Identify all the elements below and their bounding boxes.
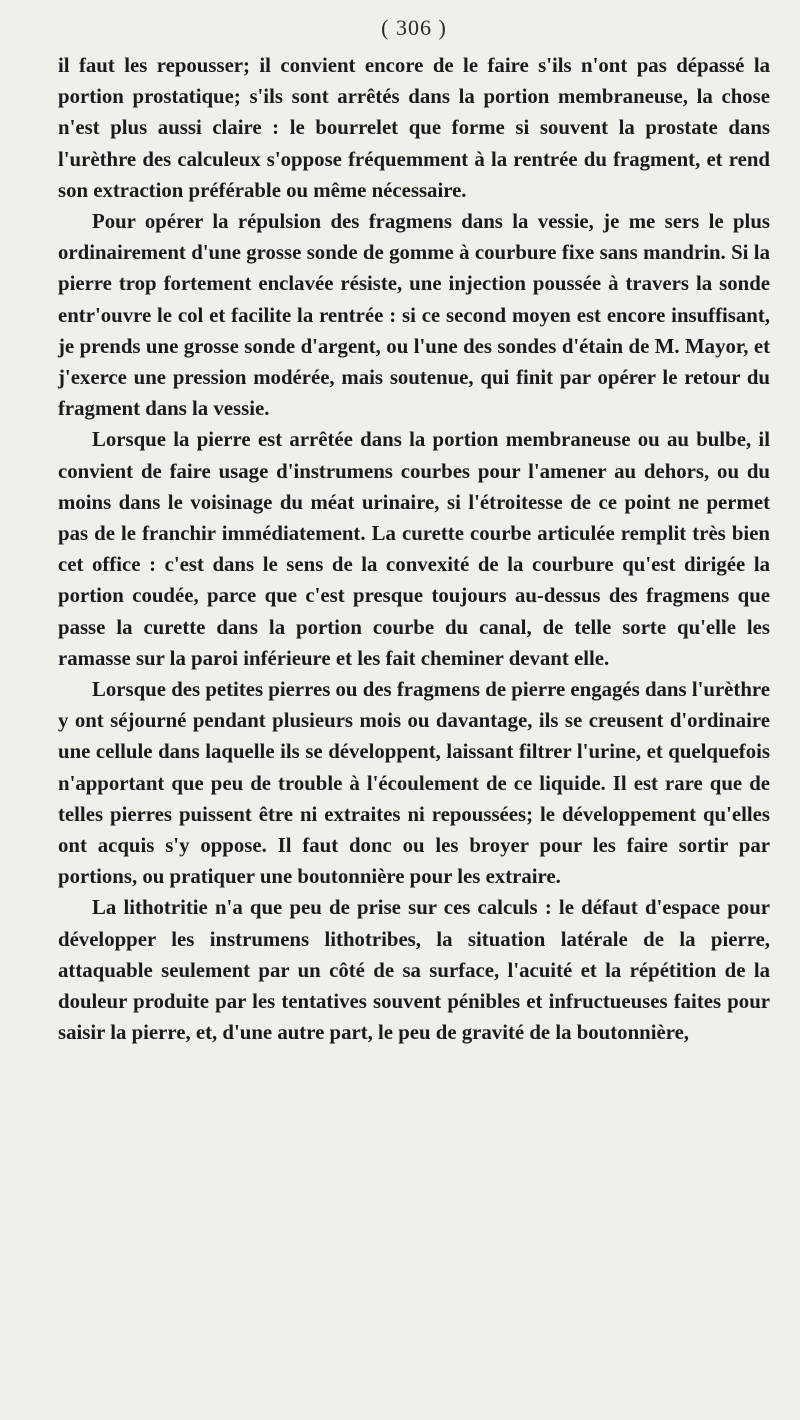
paragraph-membranous-portion: Lorsque la pierre est arrêtée dans la portion membraneuse ou au bulbe, il convient de faire usage d'instrumens courbes pour l'amener au dehors, ou du moins dans le voisinage du méat urinaire, si l'étroitesse de ce point ne permet pas de le franchir immédiatement. La curette courbe articulée remplit très bien cet office : c'est dans le sens de la convexité de la courbure qu'est dirigée la portion coudée, parce que c'est presque toujours au-dessus des fragmens que passe la curette dans la portion courbe du canal, de telle sorte qu'elle les ramasse sur la paroi inférieure et les fait cheminer devant elle. (58, 428, 770, 670)
paragraph-repulsion: Pour opérer la répulsion des fragmens dans la vessie, je me sers le plus ordinairement d'une grosse sonde de gomme à courbure fixe sans mandrin. Si la pierre trop fortement enclavée résiste, une injection poussée à travers la sonde entr'ouvre le col et facilite la rentrée : si ce second moyen est encore insuffisant, je prends une grosse sonde d'argent, ou l'une des sondes d'étain de M. Mayor, et j'exerce une pression modérée, mais soutenue, qui finit par opérer le retour du fragment dans la vessie. (58, 210, 770, 421)
page-number: ( 306 ) (381, 15, 447, 40)
paragraph-continuation: il faut les repousser; il convient encore de le faire s'ils n'ont pas dépassé la portion prostatique; s'ils sont arrêtés dans la portion membraneuse, la chose n'est plus aussi claire : le bourrelet que forme si souvent la prostate dans l'urèthre des calculeux s'oppose fréquemment à la rentrée du fragment, et rend son extraction préférable ou même nécessaire. (58, 54, 770, 202)
book-page (58, 6, 770, 1406)
paragraph-small-stones: Lorsque des petites pierres ou des fragmens de pierre engagés dans l'urèthre y ont séjourné pendant plusieurs mois ou davantage, ils se creusent d'ordinaire une cellule dans laquelle ils se développent, laissant filtrer l'urine, et quelquefois n'apportant que peu de trouble à l'écoulement de ce liquide. Il est rare que de telles pierres puissent être ni extraites ni repoussées; le développement qu'elles ont acquis s'y oppose. Il faut donc ou les broyer pour les faire sortir par portions, ou pratiquer une boutonnière pour les extraire. (58, 678, 770, 889)
paragraph-lithotrity: La lithotritie n'a que peu de prise sur ces calculs : le défaut d'espace pour développer les instrumens lithotribes, la situation latérale de la pierre, attaquable seulement par un côté de sa surface, l'acuité et la répétition de la douleur produite par les tentatives souvent pénibles et infructueuses faites pour saisir la pierre, et, d'une autre part, le peu de gravité de la boutonnière, (58, 896, 770, 1045)
